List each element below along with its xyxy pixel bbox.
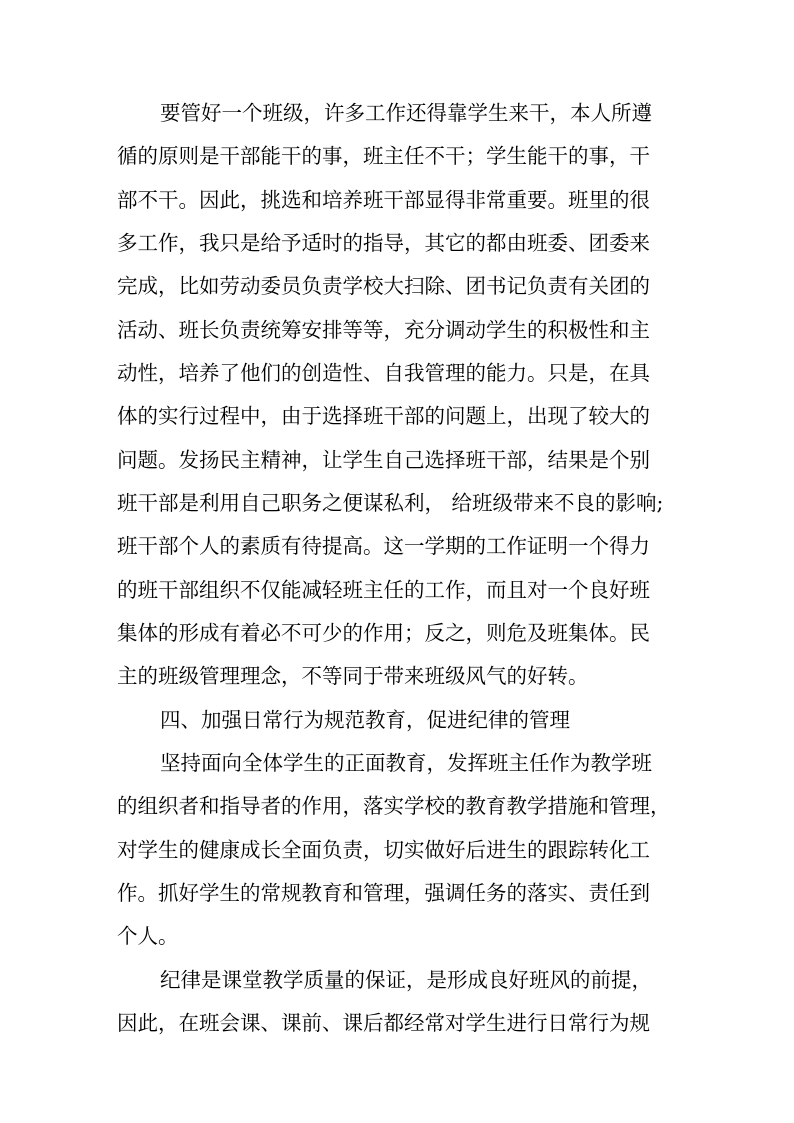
text-line-21: 纪律是课堂教学质量的保证，是形成良好班风的前提， xyxy=(160,968,652,992)
text-line-9: 问题。发扬民主精神，让学生自己选择班干部，结果是个别 xyxy=(117,448,650,472)
text-line-2: 循的原则是干部能干的事，班主任不干；学生能干的事，干 xyxy=(117,144,650,168)
text-line-20: 个人。 xyxy=(117,924,179,948)
text-line-7: 动性，培养了他们的创造性、自我管理的能力。只是，在具 xyxy=(117,361,650,385)
text-line-5: 完成，比如劳动委员负责学校大扫除、团书记负责有关团的 xyxy=(117,274,650,298)
text-line-6: 活动、班长负责统筹安排等等，充分调动学生的积极性和主 xyxy=(117,318,650,342)
text-line-11: 班干部个人的素质有待提高。这一学期的工作证明一个得力 xyxy=(117,534,650,558)
text-line-17: 的组织者和指导者的作用，落实学校的教育教学措施和管理， xyxy=(117,794,671,818)
text-line-22: 因此，在班会课、课前、课后都经常对学生进行日常行为规 xyxy=(117,1011,650,1035)
text-line-16: 坚持面向全体学生的正面教育，发挥班主任作为教学班 xyxy=(160,751,652,775)
text-line-19: 作。抓好学生的常规教育和管理，强调任务的落实、责任到 xyxy=(117,881,650,905)
section-heading: 四、加强日常行为规范教育，促进纪律的管理 xyxy=(160,708,570,732)
text-line-1: 要管好一个班级，许多工作还得靠学生来干，本人所遵 xyxy=(160,101,652,125)
text-line-12: 的班干部组织不仅能减轻班主任的工作，而且对一个良好班 xyxy=(117,578,650,602)
text-line-10: 班干部是利用自己职务之便谋私利， 给班级带来不良的影响; xyxy=(117,491,664,515)
text-line-3: 部不干。因此，挑选和培养班干部显得非常重要。班里的很 xyxy=(117,188,650,212)
text-line-13: 集体的形成有着必不可少的作用；反之，则危及班集体。民 xyxy=(117,621,650,645)
text-line-8: 体的实行过程中，由于选择班干部的问题上，出现了较大的 xyxy=(117,404,650,428)
text-line-4: 多工作，我只是给予适时的指导，其它的都由班委、团委来 xyxy=(117,231,650,255)
text-line-18: 对学生的健康成长全面负责，切实做好后进生的跟踪转化工 xyxy=(117,838,650,862)
text-line-14: 主的班级管理理念，不等同于带来班级风气的好转。 xyxy=(117,664,589,688)
